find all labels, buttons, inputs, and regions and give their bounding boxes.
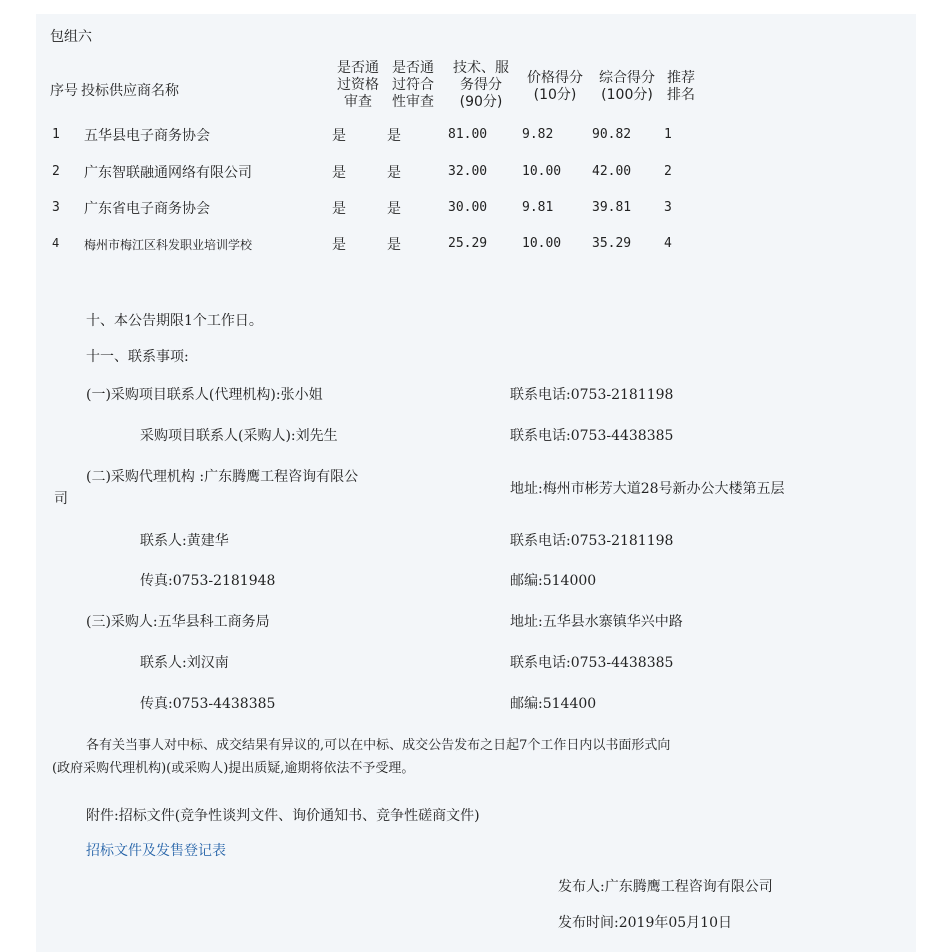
cell-price-score: 9.81: [522, 200, 554, 215]
contact-1-agent-phone: 联系电话:0753-2181198: [510, 387, 674, 403]
contact-1-buyer: 采购项目联系人(采购人):刘先生: [140, 428, 338, 444]
cell-seq: 3: [52, 200, 60, 215]
cell-tech-score: 81.00: [448, 127, 488, 142]
objection-notice-line2: (政府采购代理机构)(或采购人)提出质疑,逾期将依法不予受理。: [52, 761, 415, 776]
header-price-score: 价格得分 (10分): [527, 70, 583, 103]
cell-supplier: 广东省电子商务协会: [84, 201, 210, 217]
header-seq: 序号: [50, 83, 78, 99]
header-total-score: 综合得分 (100分): [599, 70, 655, 103]
cell-tech-score: 25.29: [448, 236, 488, 251]
section-10: 十、本公告期限1个工作日。: [86, 313, 263, 329]
cell-qualification: 是: [332, 165, 346, 181]
header-conformity: 是否通 过符合 性审查: [392, 60, 434, 110]
header-supplier: 投标供应商名称: [81, 83, 179, 99]
cell-price-score: 10.00: [522, 236, 562, 251]
cell-qualification: 是: [332, 128, 346, 144]
contact-2-phone: 联系电话:0753-2181198: [510, 533, 674, 549]
header-tech-score: 技术、服 务得分 (90分): [453, 60, 509, 110]
publisher: 发布人:广东腾鹰工程咨询有限公司: [558, 879, 773, 895]
cell-price-score: 10.00: [522, 164, 562, 179]
cell-conformity: 是: [387, 237, 401, 253]
contact-3-person: 联系人:刘汉南: [140, 655, 229, 671]
contact-2-agency-cont: 司: [54, 491, 68, 507]
contact-2-agency: (二)采购代理机构 :广东腾鹰工程咨询有限公: [86, 469, 359, 485]
cell-price-score: 9.82: [522, 127, 554, 142]
header-qualification: 是否通 过资格 审查: [337, 60, 379, 110]
contact-3-address: 地址:五华县水寨镇华兴中路: [510, 614, 683, 630]
cell-tech-score: 30.00: [448, 200, 488, 215]
cell-supplier: 梅州市梅江区科发职业培训学校: [84, 238, 253, 252]
cell-seq: 4: [52, 236, 60, 250]
cell-total-score: 42.00: [592, 164, 632, 179]
contact-2-postcode: 邮编:514000: [510, 573, 597, 589]
cell-supplier: 广东智联融通网络有限公司: [84, 165, 252, 181]
contact-1-agent: (一)采购项目联系人(代理机构):张小姐: [86, 387, 323, 403]
attachment-note: 附件:招标文件(竞争性谈判文件、询价通知书、竞争性磋商文件): [86, 808, 480, 824]
objection-notice-line1: 各有关当事人对中标、成交结果有异议的,可以在中标、成交公告发布之日起7个工作日内以书面形式向: [86, 738, 671, 753]
contact-2-address: 地址:梅州市彬芳大道28号新办公大楼第五层: [510, 481, 785, 497]
contact-3-postcode: 邮编:514400: [510, 696, 597, 712]
cell-total-score: 39.81: [592, 200, 632, 215]
contact-3-buyer: (三)采购人:五华县科工商务局: [86, 614, 270, 630]
contact-2-fax: 传真:0753-2181948: [140, 573, 276, 589]
cell-seq: 1: [52, 127, 60, 142]
contact-2-person: 联系人:黄建华: [140, 533, 229, 549]
cell-rank: 2: [664, 164, 672, 179]
cell-total-score: 35.29: [592, 236, 632, 251]
cell-qualification: 是: [332, 237, 346, 253]
contact-3-fax: 传真:0753-4438385: [140, 696, 276, 712]
cell-qualification: 是: [332, 201, 346, 217]
contact-1-buyer-phone: 联系电话:0753-4438385: [510, 428, 674, 444]
cell-supplier: 五华县电子商务协会: [84, 128, 210, 144]
cell-rank: 1: [664, 127, 672, 142]
document-page: [36, 14, 916, 952]
cell-conformity: 是: [387, 201, 401, 217]
cell-rank: 3: [664, 200, 672, 215]
cell-tech-score: 32.00: [448, 164, 488, 179]
package-title: 包组六: [50, 29, 92, 45]
cell-seq: 2: [52, 164, 60, 179]
header-rank: 推荐 排名: [667, 70, 695, 103]
attachment-link[interactable]: 招标文件及发售登记表: [86, 843, 226, 859]
publish-time: 发布时间:2019年05月10日: [558, 915, 732, 931]
cell-conformity: 是: [387, 128, 401, 144]
cell-rank: 4: [664, 236, 672, 251]
cell-conformity: 是: [387, 165, 401, 181]
contact-3-phone: 联系电话:0753-4438385: [510, 655, 674, 671]
cell-total-score: 90.82: [592, 127, 632, 142]
section-11: 十一、联系事项:: [86, 349, 189, 365]
